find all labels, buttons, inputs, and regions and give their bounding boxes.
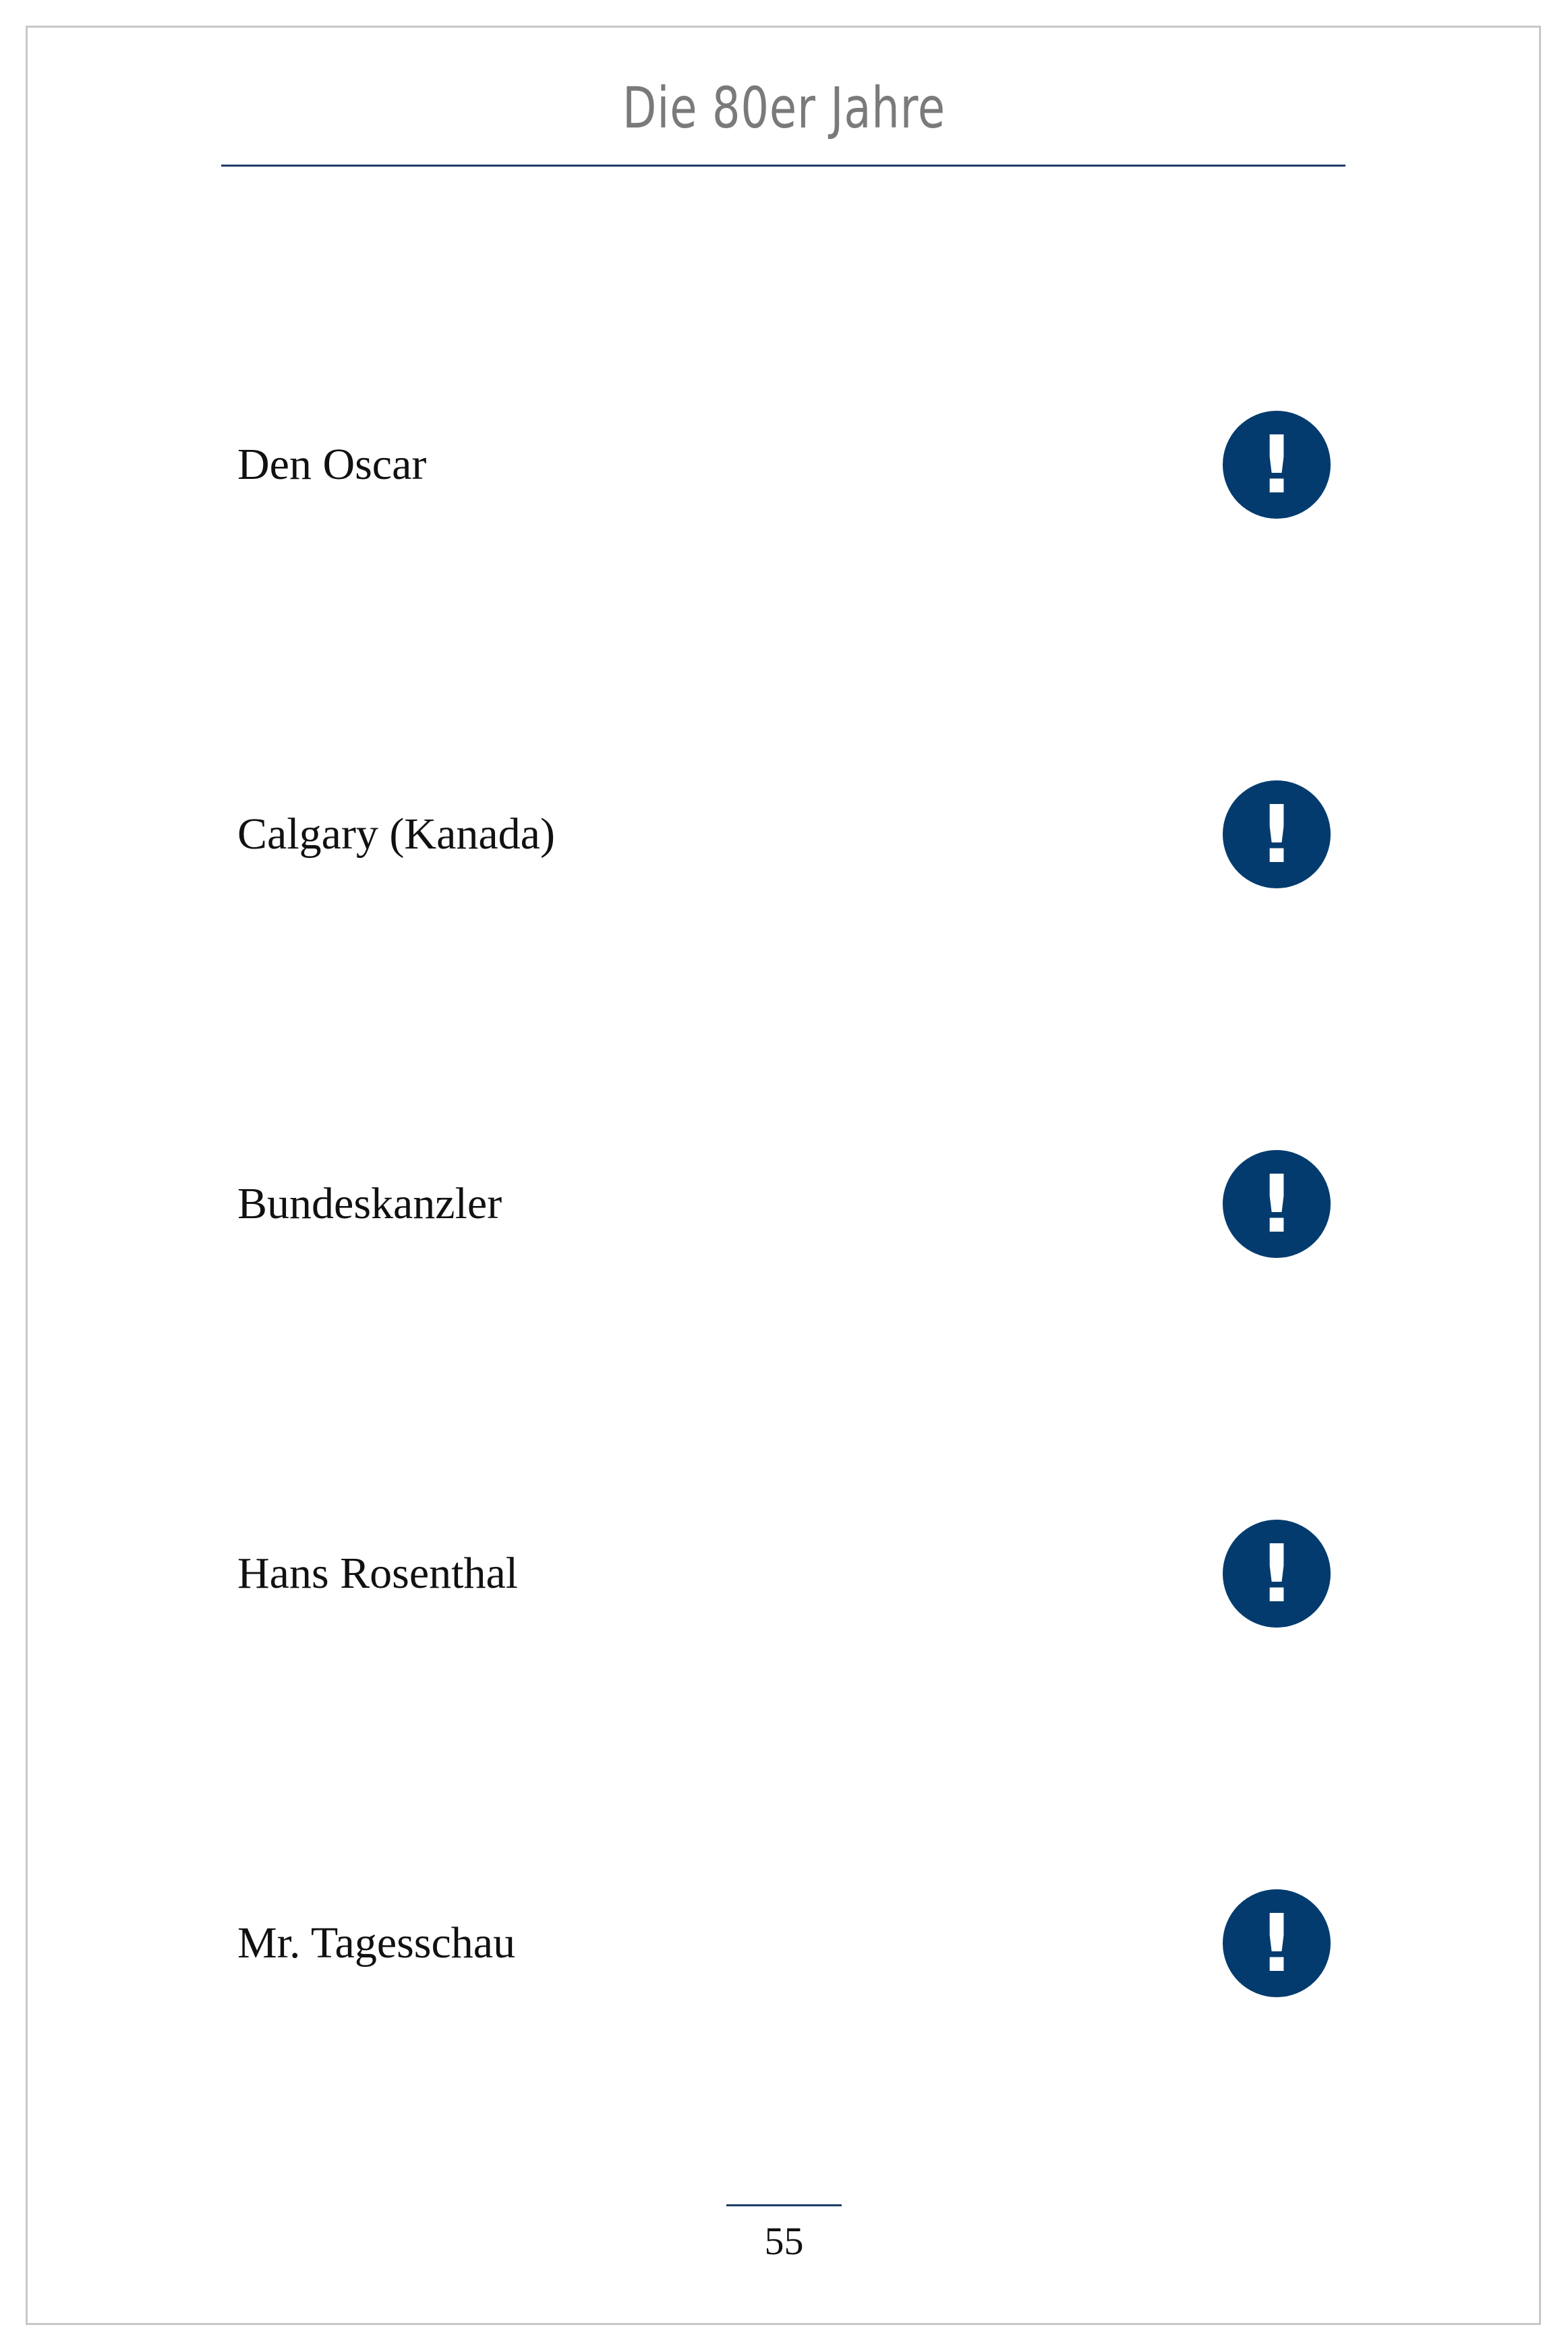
exclamation-icon: ! bbox=[1223, 1520, 1331, 1628]
header-divider bbox=[221, 165, 1345, 167]
answer-row bbox=[0, 1150, 1568, 1258]
answer-text: Hans Rosenthal bbox=[237, 1549, 519, 1598]
exclamation-icon: ! bbox=[1223, 411, 1331, 519]
answer-row bbox=[0, 1520, 1568, 1628]
exclamation-icon: ! bbox=[1223, 1889, 1331, 1997]
page-number: 55 bbox=[764, 2219, 804, 2263]
answer-text: Mr. Tagesschau bbox=[237, 1918, 516, 1968]
answer-row bbox=[0, 780, 1568, 888]
answer-text: Den Oscar bbox=[237, 440, 427, 489]
page-title: Die 80er Jahre bbox=[622, 75, 946, 141]
answer-text: Bundeskanzler bbox=[237, 1179, 502, 1228]
exclamation-icon: ! bbox=[1223, 1150, 1331, 1258]
answer-row bbox=[0, 1889, 1568, 1997]
answer-row bbox=[0, 411, 1568, 519]
footer-divider bbox=[726, 2204, 842, 2206]
answer-text: Calgary (Kanada) bbox=[237, 809, 555, 859]
exclamation-icon: ! bbox=[1223, 780, 1331, 888]
